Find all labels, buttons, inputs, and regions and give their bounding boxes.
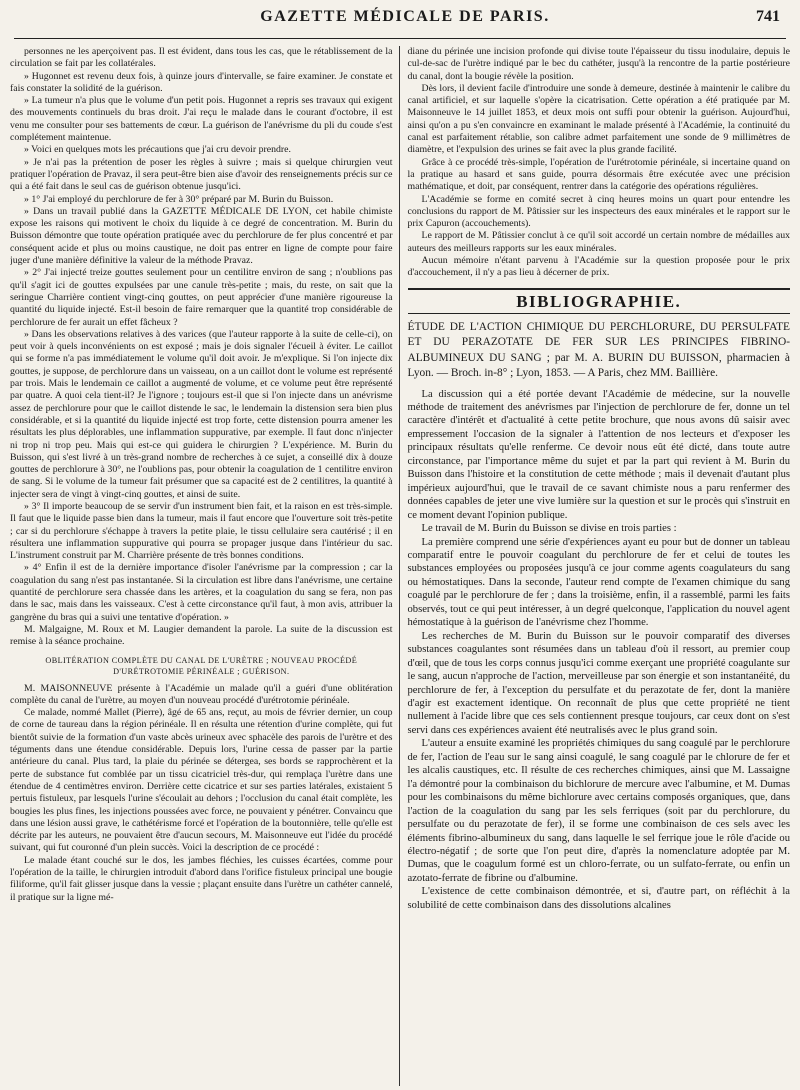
journal-title: GAZETTE MÉDICALE DE PARIS.	[260, 8, 550, 25]
paragraph: La discussion qui a été portée devant l'Académie de médecine, sur la nouvelle méthode de traitement des anévrismes par l'injection de perchlorure de fer, donne un tel caractère d'intérêt et d'actualité à cette petite brochure, que nous avons dû saisir avec empressement l'occasion de la signaler à l'attention de nos lecteurs et d'exposer les principaux résultats qu'elle renferme. Ce devoir nous eût été dicté, dans toute autre circonstance, par l'importance même du sujet et par la part qui revient à M. Burin du Buisson dans l'histoire et la constitution de cette méthode ; mais il devenait d'autant plus impérieux aujourd'hui, que le travail de ce savant chimiste nous a paru renfermer des données capables de jeter une vive lumière sur la question et sur le procès qui s'instruit en ce moment devant l'opinion publique.	[407, 388, 790, 521]
paragraph: M. MAISONNEUVE présente à l'Académie un malade qu'il a guéri d'une oblitération complète du canal de l'urètre, au moyen d'un nouveau procédé d'urétrotomie périnéale.	[10, 682, 393, 706]
paragraph: » La tumeur n'a plus que le volume d'un petit pois. Hugonnet a repris ses travaux qui exigent des mouvements continuels du bras droit. J'ai reçu le malade dans le courant d'octobre, il est venu me consulter pour ses battements de cœur. La guérison de l'anévrisme du pli du coude s'est complétement maintenue.	[10, 95, 393, 144]
paragraph: » 3° Il importe beaucoup de se servir d'un instrument bien fait, et la raison en est très-simple. Il faut que le liquide passe bien dans la tumeur, mais il faut encore que l'ouverture soit très-petite ; car si du perchlorure s'échappe à travers la petite plaie, le tissu cellulaire sera cautérisé ; il en résultera une inflammation suppurative qui pourra se propager jusque dans l'intérieur du sac. L'instrument construit par M. Charrière présente de très bonnes conditions.	[10, 500, 393, 562]
paragraph: La première comprend une série d'expériences ayant eu pour but de donner un tableau comparatif entre le pouvoir coagulant du perchlorure de fer et celui de toutes les substances employées ou proposées jusqu'à ce jour comme agents coagulateurs du sang ou hémostatiques. Dans la seconde, l'auteur rend compte de l'examen chimique du sang coagulé par le perchlorure de fer ; dans la troisième, enfin, il a rassemblé, parmi les faits observés, tout ce qui peut intéresser, à un degré quelconque, l'application du nouvel agent hémostatique à la guérison de l'anévrisme chez l'homme.	[407, 536, 790, 629]
paragraph: Les recherches de M. Burin du Buisson sur le pouvoir comparatif des diverses substances coagulantes sont résumées dans un tableau d'où il ressort, au premier coup d'œil, que de tous les corps connus jusqu'ici comme exerçant une propriété coagulante sur le sang, aucun n'approche de l'action, merveilleuse par son énergie et son instantanéité, du perchlorure de fer, à l'exception du persulfate et du perazotate de fer, dont la manière d'agir est exactement identique. On reconnaît de plus que cette propriété ne tient nullement à l'acide libre que ces sels contiennent presque toujours, car ceux dont on s'est servi dans ces expériences avaient été neutralisés avec le plus grand soin.	[407, 630, 790, 736]
section-divider	[408, 288, 791, 290]
page-number: 741	[756, 8, 780, 25]
page-header	[14, 8, 786, 39]
paragraph: » 2° J'ai injecté treize gouttes seulement pour un centilitre environ de sang ; n'oublions pas qu'il s'agit ici de gouttes expulsées par une canule très-petite ; mais, du reste, on sait que la seringue Charrière contient vingt-cinq gouttes, on peut apprécier d'une manière rigoureuse la quantité du liquide injecté. Est-il besoin de faire remarquer que la quantité trop considérable de perchlorure de fer aurait un effet fâcheux ?	[10, 267, 393, 328]
right-column	[399, 46, 791, 1086]
left-column	[10, 46, 399, 1086]
paragraph: L'existence de cette combinaison démontrée, et si, d'autre part, on réfléchit à la solubilité de cette combinaison dans des dissolutions alcalines	[407, 886, 790, 911]
paragraph: personnes ne les aperçoivent pas. Il est évident, dans tous les cas, que le rétablissement de la circulation se fait par les collatérales.	[10, 46, 393, 70]
paragraph: » Hugonnet est revenu deux fois, à quinze jours d'intervalle, se faire examiner. Je constate et fais constater la solidité de la guérison.	[10, 70, 393, 94]
paragraph: » 4° Enfin il est de la dernière importance d'isoler l'anévrisme par la compression ; car la coagulation du sang n'est pas instantanée. Si la circulation est libre dans l'anévrisme, une certaine quantité de perchlorure sera chassée dans les artères, et la coagulation du sang se fera, non pas dans le sac, mais dans les vaisseaux. C'est à cette circonstance qu'il faut, à mon avis, attribuer la gangrène du bras qui a suivi une tentative d'opération. »	[10, 562, 393, 623]
paragraph: Ce malade, nommé Mallet (Pierre), âgé de 65 ans, reçut, au mois de février dernier, un coup de corne de taureau dans la région périnéale. Il en résulta une rétention d'urine complète, qui fut bientôt suivie de la formation d'un vaste abcès urineux avec sphacèle des parois de l'urètre et des téguments dans une étendue considérable. Depuis lors, l'urine cessa de passer par la partie antérieure du canal. Plus tard, la plaie du périnée se détergea, ses bords se rapprochèrent et la perte de substance fut comblée par un tissu cicatriciel très-dur, qui remplaça l'urètre dans une étendue de 4 centimètres environ. Derrière cette cicatrice et sur ses parties latérales, existaient 5 pertuis fistuleux, par lesquels l'urine s'écoulait au dehors ; l'occlusion du canal était complète, les bougies les plus fines, les injections poussées avec force, ne pouvaient y pénétrer. Convaincu que dans une lésion aussi grave, le cathétérisme forcé et l'opération de la boutonnière, telle qu'elle est décrite par les auteurs, ne pouvaient être d'aucun secours, M. Maisonneuve eut l'idée du procédé suivant, qui fut couronné d'un plein succès. Voici la description de ce procédé :	[10, 707, 393, 854]
columns	[10, 46, 790, 1086]
paragraph: L'auteur a ensuite examiné les propriétés chimiques du sang coagulé par le perchlorure de fer, l'action de l'eau sur le sang ainsi coagulé, le sang coagulé par le chlorure de fer et les alcalis caustiques, etc. Il résulte de ces recherches chimiques, ainsi que M. Lassaigne l'a démontré pour la combinaison du bichlorure de mercure avec l'albumine, et M. Dumas pour les combinaisons du même bichlorure avec certains composés organiques, que, dans l'action de la coagulation du sang par les sels ferriques (soit par du perchlorure, du persulfate ou du perazotate de fer), il se forme une combinaison de ces sels avec les éléments fibrino-albumineux du sang, dans laquelle le sel ferrique joue le rôle d'acide ou électro-négatif ; de sorte que l'on peut dire, d'après la nomenclature adoptée par M. Dumas, que le coagulum formé est un chloro-ferrate, ou un sulfato-ferrate, ou enfin un azotato-ferrate de fibrine ou d'albumine.	[407, 738, 790, 884]
bibliography-reference: ÉTUDE DE L'ACTION CHIMIQUE DU PERCHLORURE, DU PERSULFATE ET DU PERAZOTATE DE FER SUR LES PRINCIPES FIBRINO-ALBUMINEUX DU SANG ; par M. A. BURIN DU BUISSON, pharmacien à Lyon. — Broch. in-8° ; Lyon, 1853. — A Paris, chez MM. Baillière.	[407, 320, 790, 380]
paragraph: » Dans les observations relatives à des varices (que l'auteur rapporte à la suite de celle-ci), on peut voir à quels inconvénients on est exposé ; mais je dois signaler l'écueil à éviter. Le caillot qui se forme n'a pas immédiatement le volume qu'il doit avoir. Je m'explique. Si l'on injecte dix gouttes, je suppose, de perchlorure dans un vaisseau, on a un caillot dont le volume est représenté par trois. Mais le lendemain ce caillot a augmenté de volume, et ce volume peut être représenté par quatre. A quoi cela tient-il? Je l'ignore ; toujours est-il que si l'on injecte dans un anévrisme assez de perchlorure pour que le caillot distende le sac, le lendemain la distension sera bien plus considérable, et si la quantité du liquide injecté est trop forte, cette distension pourra amener les résultats les plus déplorables, une inflammation suppurative, par exemple. Il faut donc n'injecter ni trop ni trop peu. Mais qui est-ce qui guidera le chirurgien ? L'expérience. M. Burin du Buisson, qui s'est livré à un très-grand nombre de recherches à ce sujet, a conseillé dix à douze gouttes de perchlorure à 30°, ne l'oublions pas, pour obtenir la coagulation de 1 centilitre environ de sang. Si le volume de la tumeur fait présumer que sa capacité est de 2 centilitres, la quantité à injecter sera de vingt à vingt-cinq gouttes, et ainsi de suite.	[10, 328, 393, 500]
paragraph: Le malade étant couché sur le dos, les jambes fléchies, les cuisses écartées, comme pour l'opération de la taille, le chirurgien introduit d'abord dans l'orifice fistuleux principal une bougie filiforme, qu'il fait glisser jusque dans la vessie ; plaçant ensuite dans l'urètre un cathéter cannelé, il pratique sur la ligne mé-	[10, 854, 393, 903]
paragraph: M. Malgaigne, M. Roux et M. Laugier demandent la parole. La suite de la discussion est remise à la séance prochaine.	[10, 623, 393, 648]
paragraph: Dès lors, il devient facile d'introduire une sonde à demeure, destinée à maintenir le calibre du canal artificiel, et sur laquelle s'opère la cicatrisation. Cette opération a été pratiquée par M. Maisonneuve le 14 juillet 1853, et deux mois ont suffi pour obtenir la guérison. Aujourd'hui, ainsi qu'on a pu s'en convaincre en examinant le malade présenté à l'Académie, la continuité du canal est parfaitement rétablie, son calibre admet parfaitement une sonde de 9 millimètres de diamètre, et l'expulsion des urines se fait avec la plus grande facilité.	[407, 82, 790, 156]
paragraph: diane du périnée une incision profonde qui divise toute l'épaisseur du tissu inodulaire, depuis le cul-de-sac de l'urètre indiqué par le bec du cathéter, jusqu'à la rencontre de la partie postérieure du canal, dont la bougie révèle la position.	[407, 46, 790, 82]
paragraph: Le rapport de M. Pâtissier conclut à ce qu'il soit accordé un certain nombre de médailles aux auteurs des meilleurs rapports sur les eaux minérales.	[407, 230, 790, 254]
paragraph: L'Académie se forme en comité secret à cinq heures moins un quart pour entendre les conclusions du rapport de M. Pâtissier sur les inspecteurs des eaux minérales et le rapport sur le prix Capuron (accouchements).	[407, 193, 790, 230]
paragraph: » Dans un travail publié dans la GAZETTE MÉDICALE DE LYON, cet habile chimiste expose les raisons qui motivent le choix du liquide à ce degré de concentration. M. Burin du Buisson démontre que toute opération pratiquée avec du perchlorure de fer plus concentré et par conséquent acide et plus ou moins caustique, ne doit pas entrer en ligne de compte pour faire juger d'une manière définitive la valeur de la méthode Pravaz.	[10, 205, 393, 267]
paragraph: Le travail de M. Burin du Buisson se divise en trois parties :	[421, 523, 677, 535]
section-heading: OBLITÉRATION COMPLÈTE DU CANAL DE L'URÈTRE ; NOUVEAU PROCÉDÉ D'URÉTROTOMIE PÉRINÉALE ; GUÉRISON.	[45, 655, 358, 676]
paragraph: Grâce à ce procédé très-simple, l'opération de l'urétrotomie périnéale, si incertaine quand on la pratique au hasard et sans guide, pourra désormais être exécutée avec une précision mathématique, et doit, par conséquent, rentrer dans la catégorie des opérations régulières.	[407, 156, 790, 193]
paragraph: » Voici en quelques mots les précautions que j'ai cru devoir prendre.	[24, 144, 291, 156]
paragraph: » 1° J'ai employé du perchlorure de fer à 30° préparé par M. Burin du Buisson.	[24, 193, 334, 205]
paragraph: » Je n'ai pas la prétention de poser les règles à suivre ; mais si quelque chirurgien veut pratiquer l'opération de Pravaz, il sera peut-être bien aise d'avoir des renseignements précis sur ce qui a été fait dans le seul cas de guérison obtenue jusqu'ici.	[10, 156, 393, 193]
bibliography-title: BIBLIOGRAPHIE.	[516, 291, 682, 311]
title-underline	[408, 313, 791, 314]
paragraph: Aucun mémoire n'étant parvenu à l'Académie sur la question proposée pour le prix d'accouchement, il n'y a pas lieu à décerner de prix.	[407, 255, 790, 279]
